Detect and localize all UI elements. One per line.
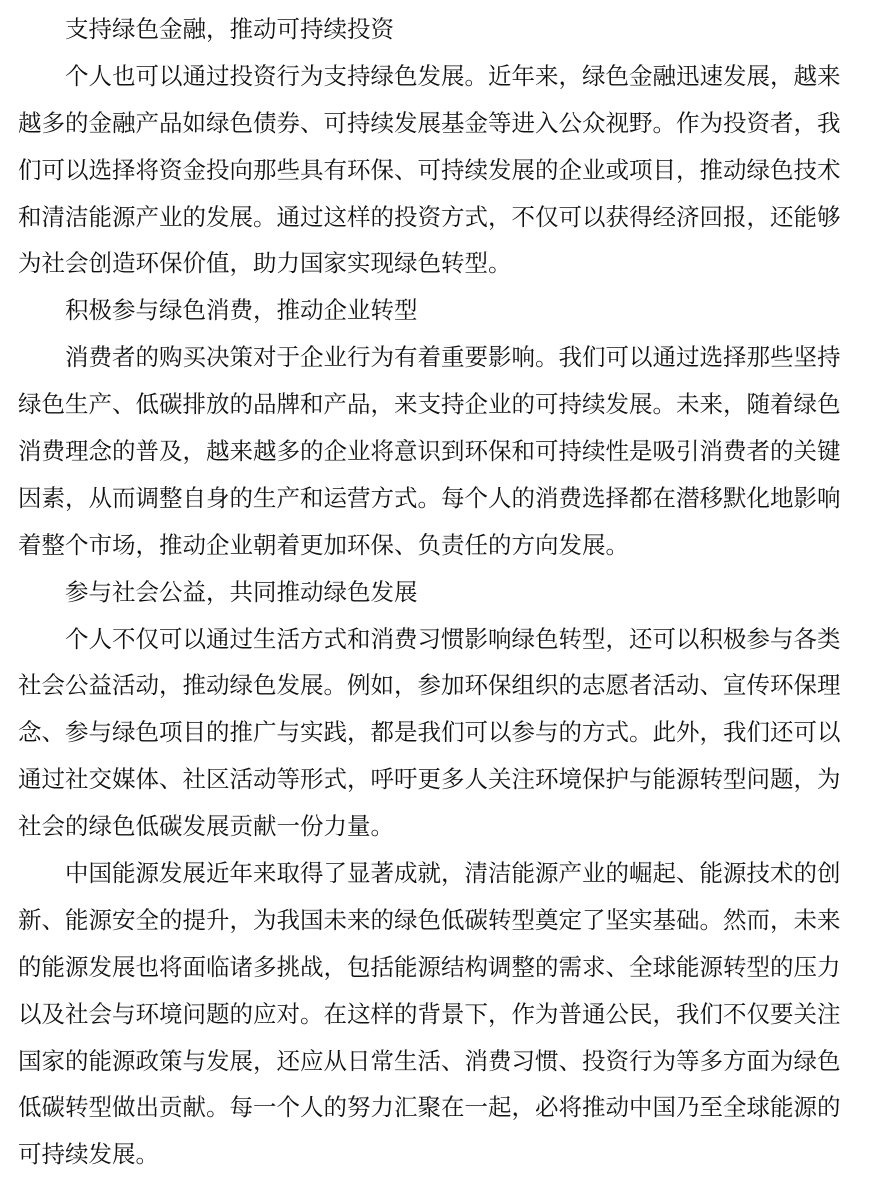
paragraph-line: 绿色生产、低碳排放的品牌和产品，来支持企业的可持续发展。未来，随着绿色 <box>18 390 841 419</box>
paragraph-line: 越多的金融产品如绿色债券、可持续发展基金等进入公众视野。作为投资者，我 <box>18 108 841 137</box>
paragraph-line: 通过社交媒体、社区活动等形式，呼吁更多人关注环境保护与能源转型问题，为 <box>18 765 841 794</box>
paragraph-line: 中国能源发展近年来取得了显著成就，清洁能源产业的崛起、能源技术的创 <box>65 859 841 888</box>
paragraph-line: 国家的能源政策与发展，还应从日常生活、消费习惯、投资行为等多方面为绿色 <box>18 1046 841 1075</box>
section-public-welfare <box>18 569 848 850</box>
paragraph-line: 低碳转型做出贡献。每一个人的努力汇聚在一起，必将推动中国乃至全球能源的 <box>18 1093 841 1122</box>
paragraph-line: 消费理念的普及，越来越多的企业将意识到环保和可持续性是吸引消费者的关键 <box>18 437 841 466</box>
paragraph-line: 为社会创造环保价值，助力国家实现绿色转型。 <box>18 249 512 278</box>
paragraph-line: 因素，从而调整自身的生产和运营方式。每个人的消费选择都在潜移默化地影响 <box>18 483 841 512</box>
section-green-consumption <box>18 287 848 568</box>
section-heading: 支持绿色金融，推动可持续投资 <box>65 15 394 43</box>
paragraph-line: 着整个市场，推动企业朝着更加环保、负责任的方向发展。 <box>18 530 629 559</box>
section-heading: 积极参与绿色消费，推动企业转型 <box>65 296 418 325</box>
paragraph-line: 个人也可以通过投资行为支持绿色发展。近年来，绿色金融迅速发展，越来 <box>65 61 841 90</box>
paragraph-line: 念、参与绿色项目的推广与实践，都是我们可以参与的方式。此外，我们还可以 <box>18 718 841 747</box>
paragraph-line: 社会的绿色低碳发展贡献一份力量。 <box>18 812 394 841</box>
paragraph-line: 社会公益活动，推动绿色发展。例如，参加环保组织的志愿者活动、宣传环保理 <box>18 671 841 700</box>
paragraph-line: 可持续发展。 <box>18 1140 159 1169</box>
paragraph-line: 们可以选择将资金投向那些具有环保、可持续发展的企业或项目，推动绿色技术 <box>18 155 841 184</box>
paragraph-line: 以及社会与环境问题的应对。在这样的背景下，作为普通公民，我们不仅要关注 <box>18 999 841 1028</box>
paragraph-line: 个人不仅可以通过生活方式和消费习惯影响绿色转型，还可以积极参与各类 <box>65 624 841 653</box>
paragraph-line: 和清洁能源产业的发展。通过这样的投资方式，不仅可以获得经济回报，还能够 <box>18 202 841 231</box>
paragraph-line: 的能源发展也将面临诸多挑战，包括能源结构调整的需求、全球能源转型的压力 <box>18 952 841 981</box>
conclusion-paragraph <box>18 850 848 1178</box>
paragraph-line: 新、能源安全的提升，为我国未来的绿色低碳转型奠定了坚实基础。然而，未来 <box>18 905 841 934</box>
section-heading: 参与社会公益，共同推动绿色发展 <box>65 577 418 606</box>
paragraph-line: 消费者的购买决策对于企业行为有着重要影响。我们可以通过选择那些坚持 <box>65 343 841 372</box>
section-green-finance <box>18 6 848 287</box>
